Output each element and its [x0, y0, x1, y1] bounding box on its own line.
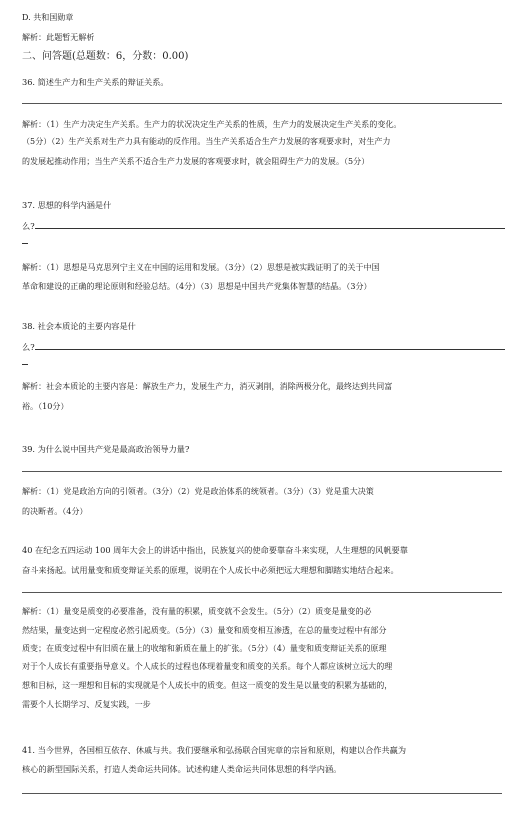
- analysis-39-line-1: 解析：（1）党是政治方向的引领者。（3分）（2）党是政治体系的统领者。（3分）（3）党是重大决策: [22, 487, 374, 496]
- analysis-40-line-3: 质变；在质变过程中有旧质在量上的收缩和新质在量上的扩张。（5分）（4）量变和质变辩证关系的原理: [22, 644, 387, 653]
- option-d: D. 共和国勋章: [22, 13, 74, 22]
- question-36: 36. 简述生产力和生产关系的辩证关系。: [22, 77, 169, 87]
- analysis-40-line-6: 需要个人长期学习、反复实践，一步: [22, 700, 151, 709]
- question-38-line-2: [22, 341, 505, 353]
- question-37-line-1: 37. 思想的科学内涵是什: [22, 200, 112, 210]
- analysis-previous: 解析：此题暂无解析: [22, 33, 95, 42]
- answer-line-36: [22, 103, 502, 104]
- question-38-line-2-text: 么?: [22, 342, 35, 352]
- analysis-36-line-1: 解析：（1）生产力决定生产关系。生产力的状况决定生产关系的性质，生产力的发展决定生产关系的变化。: [22, 120, 402, 129]
- analysis-40-line-4: 对于个人成长有重要指导意义。个人成长的过程也体现着量变和质变的关系。每个人都应该树立远大的理: [22, 662, 393, 671]
- dash-37: [22, 243, 28, 244]
- question-37-line-2: [22, 220, 505, 232]
- dash-38: [22, 364, 28, 365]
- analysis-38-line-2: 裕。（10分）: [22, 402, 69, 411]
- question-38-line-1: 38. 社会本质论的主要内容是什: [22, 321, 136, 331]
- analysis-40-line-2: 然结果，量变达到一定程度必然引起质变。（5分）（3）量变和质变相互渗透，在总的量变过程中有部分: [22, 626, 387, 635]
- analysis-38-line-1: 解析：社会本质论的主要内容是：解放生产力，发展生产力，消灭剥削，消除两极分化，最终达到共同富: [22, 382, 393, 391]
- question-37-line-2-text: 么?: [22, 221, 35, 231]
- section-heading: 二、问答题(总题数：6，分数：0.00): [22, 51, 189, 62]
- analysis-40-line-5: 想和目标，这一理想和目标的实现就是个人成长中的质变。但这一质变的发生是以量变的积累为基础的，: [22, 681, 393, 690]
- analysis-40-line-1: 解析：（1）量变是质变的必要准备，没有量的积累，质变就不会发生。（5分）（2）质变是量变的必: [22, 607, 372, 616]
- answer-blank-37: [35, 220, 505, 229]
- question-40-line-2: 奋斗来扬起。试用量变和质变辩证关系的原理，说明在个人成长中必须把远大理想和脚踏实地结合起来。: [22, 565, 399, 575]
- question-40-line-1: 40 在纪念五四运动 100 周年大会上的讲话中指出，民族复兴的使命要靠奋斗来实现，人生理想的风帆要靠: [22, 545, 408, 555]
- question-39: 39. 为什么说中国共产党是最高政治领导力量?: [22, 444, 190, 454]
- answer-blank-38: [35, 341, 505, 350]
- answer-line-41: [22, 793, 502, 794]
- question-41-line-1: 41. 当今世界，各国相互依存、休戚与共。我们要继承和弘扬联合国宪章的宗旨和原则，构建以合作共赢为: [22, 745, 407, 755]
- analysis-36-line-2: （5分）（2）生产关系对生产力具有能动的反作用。当生产关系适合生产力发展的客观要求时，对生产力: [22, 137, 391, 146]
- analysis-37-line-1: 解析：（1）思想是马克思列宁主义在中国的运用和发展。（3分）（2）思想是被实践证明了的关于中国: [22, 263, 380, 272]
- answer-line-40: [22, 592, 502, 593]
- answer-line-39: [22, 471, 502, 472]
- analysis-37-line-2: 革命和建设的正确的理论原则和经验总结。（4分）（3）思想是中国共产党集体智慧的结晶。（3分）: [22, 282, 372, 291]
- analysis-39-line-2: 的决断者。（4分）: [22, 507, 88, 516]
- analysis-36-line-3: 的发展起推动作用；当生产关系不适合生产力发展的客观要求时，就会阻碍生产力的发展。（5分）: [22, 157, 370, 166]
- question-41-line-2: 核心的新型国际关系，打造人类命运共同体。试述构建人类命运共同体思想的科学内涵。: [22, 764, 342, 774]
